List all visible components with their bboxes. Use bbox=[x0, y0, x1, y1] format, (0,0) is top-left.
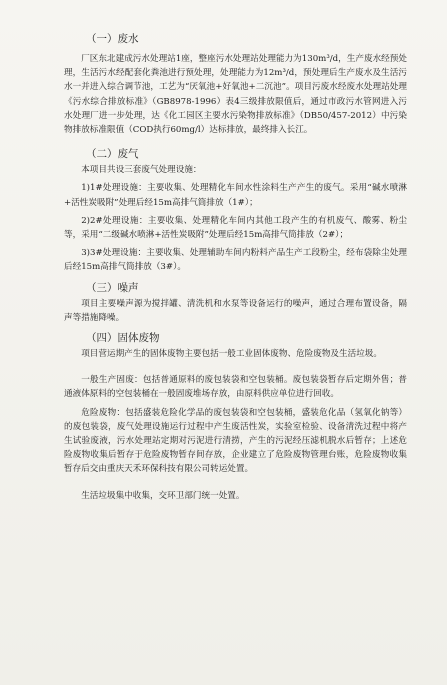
waste-water-paragraph: 厂区东北建成污水处理站1座，整座污水处理站处理能力为130m³/d，生产废水经预处理，生活污水经配套化粪池进行预处理，处理能力为12m³/d，预处理后生产废水及生活污水一并进入综合调节池，工艺为“厌氧池+好氧池+二沉池”。项目污废水经废水处理站处理《污水综合排放标准》（GB8978-1996）表4三级排放限值后，通过市政污水管网进入污水处理厂进一步处理，达《化工园区主要水污染物排放标准》（DB50/457-2012）中污染物排放标准限值（COD执行60mg/l）达标排放，最终排入长江。 bbox=[64, 54, 407, 136]
waste-gas-item-1: 1)1#处理设施：主要收集、处理精化车间水性涂料生产产生的废气。采用“碱水喷淋+活性炭吸附”处理后经15m高排气筒排放（1#）； bbox=[64, 183, 407, 208]
solid-waste-paragraph-2: 一般生产固废：包括普通原料的废包装袋和空包装桶。废包装袋暂存后定期外售；普通液体原料的空包装桶在一般固废堆场存放，由原料供应单位进行回收。 bbox=[64, 375, 407, 400]
section-heading-waste-gas: （二）废气 bbox=[86, 148, 139, 161]
noise-paragraph: 项目主要噪声源为搅拌罐、清洗机和水泵等设备运行的噪声，通过合理布置设备，隔声等措施降噪。 bbox=[64, 298, 407, 323]
solid-waste-paragraph-4: 生活垃圾集中收集，交环卫部门统一处置。 bbox=[81, 490, 245, 501]
waste-gas-intro: 本项目共设三套废气处理设施： bbox=[81, 165, 202, 176]
section-heading-noise: （三）噪声 bbox=[86, 281, 139, 294]
waste-gas-item-2: 2)2#处理设施：主要收集、处理精化车间内其他工段产生的有机废气、酸雾、粉尘等，采用“二级碱水喷淋+活性炭吸附”处理后经15m高排气筒排放（2#）； bbox=[64, 215, 407, 241]
solid-waste-paragraph-3: 危险废物：包括盛装危险化学品的废包装袋和空包装桶，盛装危化品（氢氧化钠等）的废包装袋，废气处理设施运行过程中产生废活性炭，实验室检验、设备清洗过程中将产生试验废液，污水处理站定期对污泥进行清捞，产生的污泥经压滤机脱水后暂存；上述危险废物收集后暂存于危险废物暂存间存放，企业建立了危险废物管理台账，危险废物收集暂存后交由重庆天禾环保科技有限公司转运处置。 bbox=[64, 407, 407, 475]
solid-waste-paragraph-1: 项目营运期产生的固体废物主要包括一般工业固体废物、危险废物及生活垃圾。 bbox=[81, 349, 382, 360]
section-heading-waste-water: （一）废水 bbox=[86, 33, 139, 45]
waste-gas-item-3: 3)3#处理设施：主要收集、处理辅助车间内粉料产品生产工段粉尘，经布袋除尘处理后经15m高排气筒排放（3#）。 bbox=[64, 248, 407, 273]
section-heading-solid-waste: （四）固体废物 bbox=[86, 332, 160, 345]
